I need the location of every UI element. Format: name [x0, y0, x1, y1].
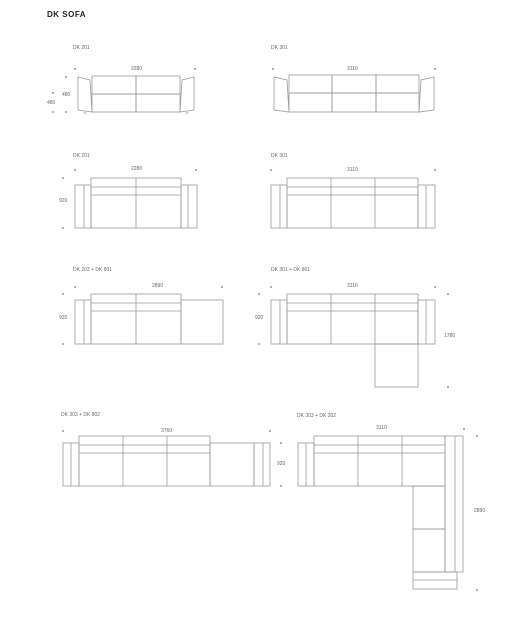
dimension-label: 920	[255, 315, 264, 321]
dimension-label: 920	[59, 315, 68, 321]
dimension-label: 480	[62, 92, 71, 98]
dimension-label: 3110	[347, 283, 358, 289]
plan-view-sofa-with-chaise	[62, 286, 223, 345]
page-title: DK SOFA	[47, 10, 87, 19]
plan-view-corner-sofa	[298, 428, 478, 591]
front-view-3-seater	[272, 68, 436, 112]
dimension-label: 3110	[347, 66, 358, 72]
dimension-label: 3110	[376, 425, 387, 431]
drawing-code-label: DK 301 + DK 801	[271, 267, 311, 273]
dimension-label: 480	[47, 100, 56, 106]
drawing-code-label: DK 301	[271, 153, 288, 159]
dimension-label: 3760	[161, 428, 173, 434]
drawing-code-label: DK 203 + DK 801	[73, 267, 113, 273]
drawing-code-label: DK 303 + DK 802	[61, 412, 101, 418]
dimension-label: 920	[59, 198, 68, 204]
drawing-code-label: DK 201	[73, 153, 90, 159]
plan-view-3-seater	[270, 169, 436, 228]
dimension-label: 2280	[131, 66, 143, 72]
drawing-code-label: DK 201	[73, 45, 90, 51]
dimension-label: 2890	[474, 508, 486, 514]
plan-view-3-seater-with-chaise	[258, 286, 449, 388]
plan-view-large-sofa	[62, 430, 282, 487]
front-view-2-seater	[52, 68, 196, 114]
drawing-code-label: DK 301	[271, 45, 288, 51]
drawing-code-label: DK 303 + DK 202	[297, 413, 337, 419]
dimension-label: 2890	[152, 283, 164, 289]
dimension-label: 3110	[347, 167, 358, 173]
dimension-label: 2280	[131, 166, 143, 172]
dimension-label: 1780	[444, 333, 456, 339]
plan-view-2-seater	[62, 169, 197, 229]
dimension-label: 920	[277, 461, 286, 467]
